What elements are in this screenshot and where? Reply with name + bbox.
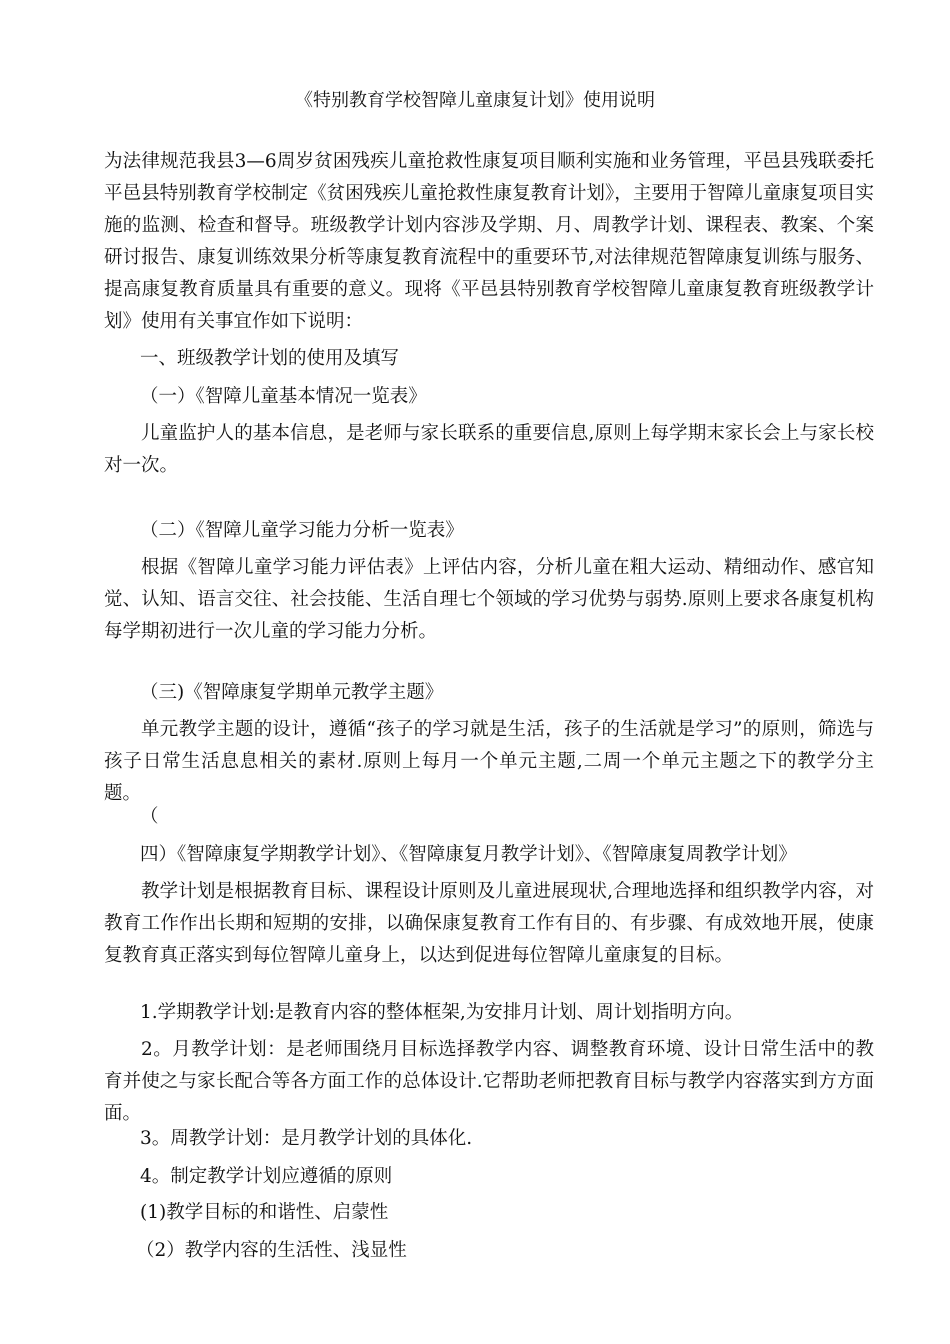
intro-paragraph: 为法律规范我县3—6周岁贫困残疾儿童抢救性康复项目顺利实施和业务管理，平邑县残联委托平邑县特别教育学校制定《贫困残疾儿童抢救性康复教育计划》，主要用于智障儿童康复项目实施的监测、检查和督导。班级教学计划内容涉及学期、月、周教学计划、课程表、教案、个案研讨报告、康复训练效果分析等康复教育流程中的重要环节,对法律规范智障康复训练与服务、提高康复教育质量具有重要的意义。现将《平邑县特别教育学校智障儿童康复教育班级教学计划》使用有关事宜作如下说明： — [104, 151, 874, 332]
subsection-heading-4: 四）《智障康复学期教学计划》、《智障康复月教学计划》、《智障康复周教学计划》 — [140, 844, 797, 865]
subsection-heading-2: （二）《智障儿童学习能力分析一览表》 — [140, 520, 464, 541]
principle-2: （2）教学内容的生活性、浅显性 — [136, 1240, 407, 1261]
subsection-paren: （ — [140, 806, 159, 827]
subsection-heading-3: （三)《智障康复学期单元教学主题》 — [140, 682, 444, 703]
subsection-body-2: 根据《智障儿童学习能力评估表》上评估内容，分析儿童在粗大运动、精细动作、感官知觉、认知、语言交往、社会技能、生活自理七个领域的学习优势与弱势.原则上要求各康复机构每学期初进行一次儿童的学习能力分析。 — [104, 557, 874, 642]
subsection-heading-1: （一）《智障儿童基本情况一览表》 — [140, 386, 427, 407]
principle-1: (1)教学目标的和谐性、启蒙性 — [140, 1202, 389, 1223]
document-title: 《特别教育学校智障儿童康复计划》使用说明 — [295, 90, 655, 111]
subsection-body-1: 儿童监护人的基本信息，是老师与家长联系的重要信息,原则上每学期末家长会上与家长校对一次。 — [104, 423, 874, 476]
list-item-3: 3。周教学计划：是月教学计划的具体化. — [140, 1128, 473, 1149]
subsection-body-3: 单元教学主题的设计，遵循“孩子的学习就是生活，孩子的生活就是学习”的原则，筛选与孩子日常生活息息相关的素材.原则上每月一个单元主题,二周一个单元主题之下的教学分主题。 — [104, 719, 874, 804]
list-item-4: 4。制定教学计划应遵循的原则 — [140, 1166, 393, 1187]
list-item-1: 1.学期教学计划:是教育内容的整体框架,为安排月计划、周计划指明方向。 — [140, 1002, 744, 1023]
list-item-2: 2。月教学计划：是老师围绕月目标选择教学内容、调整教育环境、设计日常生活中的教育并使之与家长配合等各方面工作的总体设计.它帮助老师把教育目标与教学内容落实到方方面面。 — [104, 1039, 874, 1124]
section-heading: 一、班级教学计划的使用及填写 — [140, 348, 400, 369]
subsection-body-4: 教学计划是根据教育目标、课程设计原则及儿童进展现状,合理地选择和组织教学内容，对教育工作作出长期和短期的安排，以确保康复教育工作有目的、有步骤、有成效地开展，使康复教育真正落实到每位智障儿童身上，以达到促进每位智障儿童康复的目标。 — [104, 881, 874, 966]
